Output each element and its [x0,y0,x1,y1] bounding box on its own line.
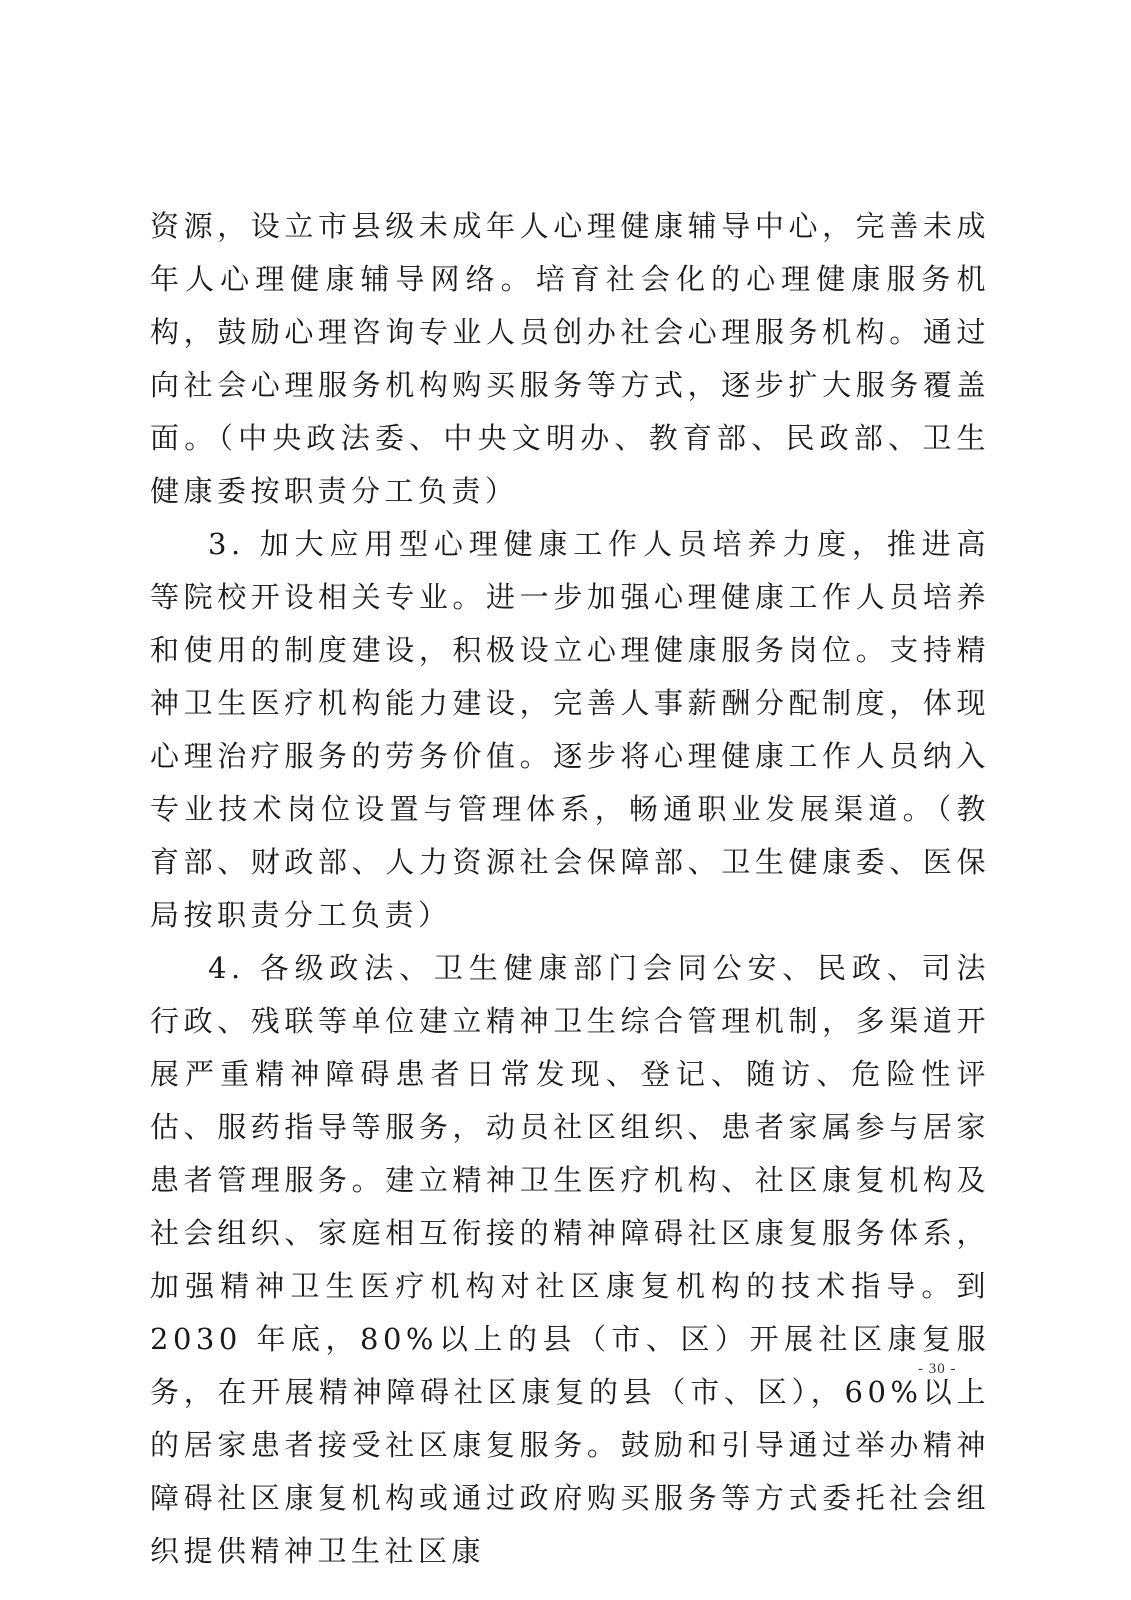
page-number: - 30 - [918,1361,957,1377]
paragraph-item-4: 4. 各级政法、卫生健康部门会同公安、民政、司法行政、残联等单位建立精神卫生综合管理机制，多渠道开展严重精神障碍患者日常发现、登记、随访、危险性评估、服药指导等服务，动员社区组织、患者家属参与居家患者管理服务。建立精神卫生医疗机构、社区康复机构及社会组织、家庭相互衔接的精神障碍社区康复服务体系，加强精神卫生医疗机构对社区康复机构的技术指导。到 2030 年底，80%以上的县（市、区）开展社区康复服务，在开展精神障碍社区康复的县（市、区），60%以上的居家患者接受社区康复服务。鼓励和引导通过举办精神障碍社区康复机构或通过政府购买服务等方式委托社会组织提供精神卫生社区康 [150,951,990,1568]
paragraph-item-3: 3. 加大应用型心理健康工作人员培养力度，推进高等院校开设相关专业。进一步加强心理健康工作人员培养和使用的制度建设，积极设立心理健康服务岗位。支持精神卫生医疗机构能力建设，完善人事薪酬分配制度，体现心理治疗服务的劳务价值。逐步将心理健康工作人员纳入专业技术岗位设置与管理体系，畅通职业发展渠道。（教育部、财政部、人力资源社会保障部、卫生健康委、医保局按职责分工负责） [150,527,990,932]
paragraph-continuation: 资源，设立市县级未成年人心理健康辅导中心，完善未成年人心理健康辅导网络。培育社会化的心理健康服务机构，鼓励心理咨询专业人员创办社会心理服务机构。通过向社会心理服务机构购买服务等方式，逐步扩大服务覆盖面。（中央政法委、中央文明办、教育部、民政部、卫生健康委按职责分工负责） [150,209,990,508]
document-body [150,200,990,1578]
